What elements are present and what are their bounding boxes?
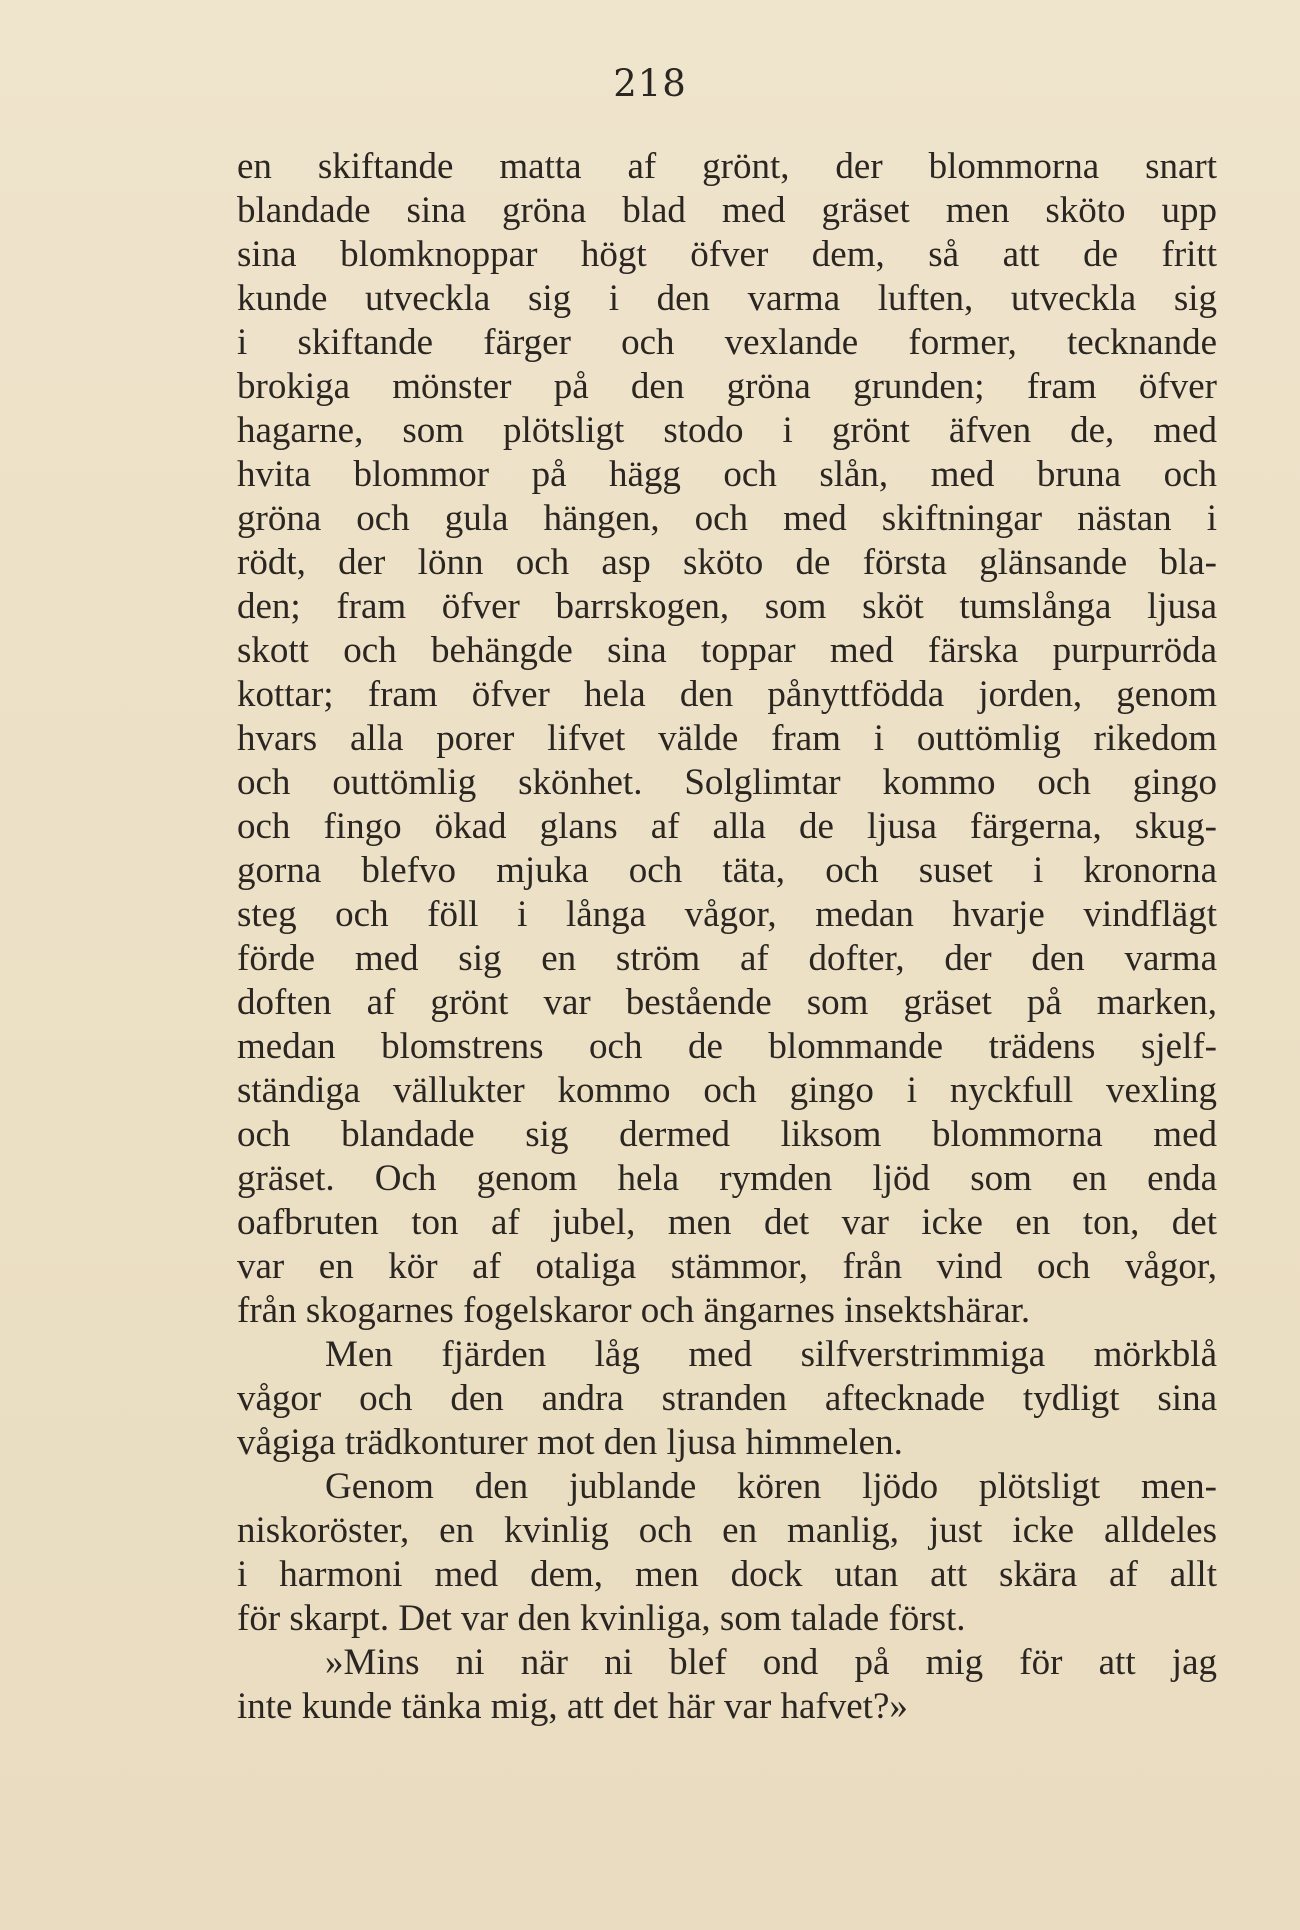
text-line: från skogarnes fogelskaror och ängarnes insektshärar. <box>237 1290 1031 1331</box>
text-line: och fingo ökad glans af alla de ljusa färgerna, skug- <box>237 806 1217 847</box>
text-line: ständiga vällukter kommo och gingo i nyckfull vexling <box>237 1070 1217 1111</box>
text-line: Men fjärden låg med silfverstrimmiga mörkblå <box>325 1334 1217 1375</box>
text-line: och outtömlig skönhet. Solglimtar kommo och gingo <box>237 762 1217 803</box>
text-line: hagarne, som plötsligt stodo i grönt äfven de, med <box>237 410 1217 451</box>
text-line: gröna och gula hängen, och med skiftningar nästan i <box>237 498 1217 539</box>
text-line: niskoröster, en kvinlig och en manlig, just icke alldeles <box>237 1510 1217 1551</box>
text-line: oafbruten ton af jubel, men det var icke en ton, det <box>237 1202 1217 1243</box>
text-line: sina blomknoppar högt öfver dem, så att de fritt <box>237 234 1217 275</box>
text-line: doften af grönt var bestående som gräset på marken, <box>237 982 1217 1023</box>
text-line: hvita blommor på hägg och slån, med bruna och <box>237 454 1217 495</box>
text-line: vågiga trädkonturer mot den ljusa himmelen. <box>237 1422 903 1463</box>
text-line: skott och behängde sina toppar med färska purpurröda <box>237 630 1217 671</box>
text-line: steg och föll i långa vågor, medan hvarje vindflägt <box>237 894 1217 935</box>
page-number: 218 <box>613 62 687 105</box>
text-line: »Mins ni när ni blef ond på mig för att jag <box>325 1642 1217 1683</box>
text-line: för skarpt. Det var den kvinliga, som talade först. <box>237 1598 966 1639</box>
text-line: den; fram öfver barrskogen, som sköt tumslånga ljusa <box>237 586 1217 627</box>
text-line: brokiga mönster på den gröna grunden; fram öfver <box>237 366 1217 407</box>
text-line: gorna blefvo mjuka och täta, och suset i kronorna <box>237 850 1217 891</box>
body-text <box>237 145 1217 1729</box>
text-line: inte kunde tänka mig, att det här var hafvet?» <box>237 1686 908 1727</box>
text-line: kunde utveckla sig i den varma luften, utveckla sig <box>237 278 1217 319</box>
text-line: hvars alla porer lifvet välde fram i outtömlig rikedom <box>237 718 1217 759</box>
text-line: i harmoni med dem, men dock utan att skära af allt <box>237 1554 1217 1595</box>
text-line: var en kör af otaliga stämmor, från vind och vågor, <box>237 1246 1217 1287</box>
text-line: förde med sig en ström af dofter, der den varma <box>237 938 1217 979</box>
text-line: Genom den jublande kören ljödo plötsligt men- <box>325 1466 1217 1507</box>
text-line: kottar; fram öfver hela den pånyttfödda jorden, genom <box>237 674 1217 715</box>
text-line: en skiftande matta af grönt, der blommorna snart <box>237 146 1217 187</box>
text-line: rödt, der lönn och asp sköto de första glänsande bla- <box>237 542 1217 583</box>
text-line: medan blomstrens och de blommande trädens sjelf- <box>237 1026 1217 1067</box>
text-line: i skiftande färger och vexlande former, tecknande <box>237 322 1217 363</box>
text-line: gräset. Och genom hela rymden ljöd som en enda <box>237 1158 1217 1199</box>
text-line: vågor och den andra stranden aftecknade tydligt sina <box>237 1378 1217 1419</box>
text-line: blandade sina gröna blad med gräset men sköto upp <box>237 190 1217 231</box>
text-line: och blandade sig dermed liksom blommorna med <box>237 1114 1217 1155</box>
